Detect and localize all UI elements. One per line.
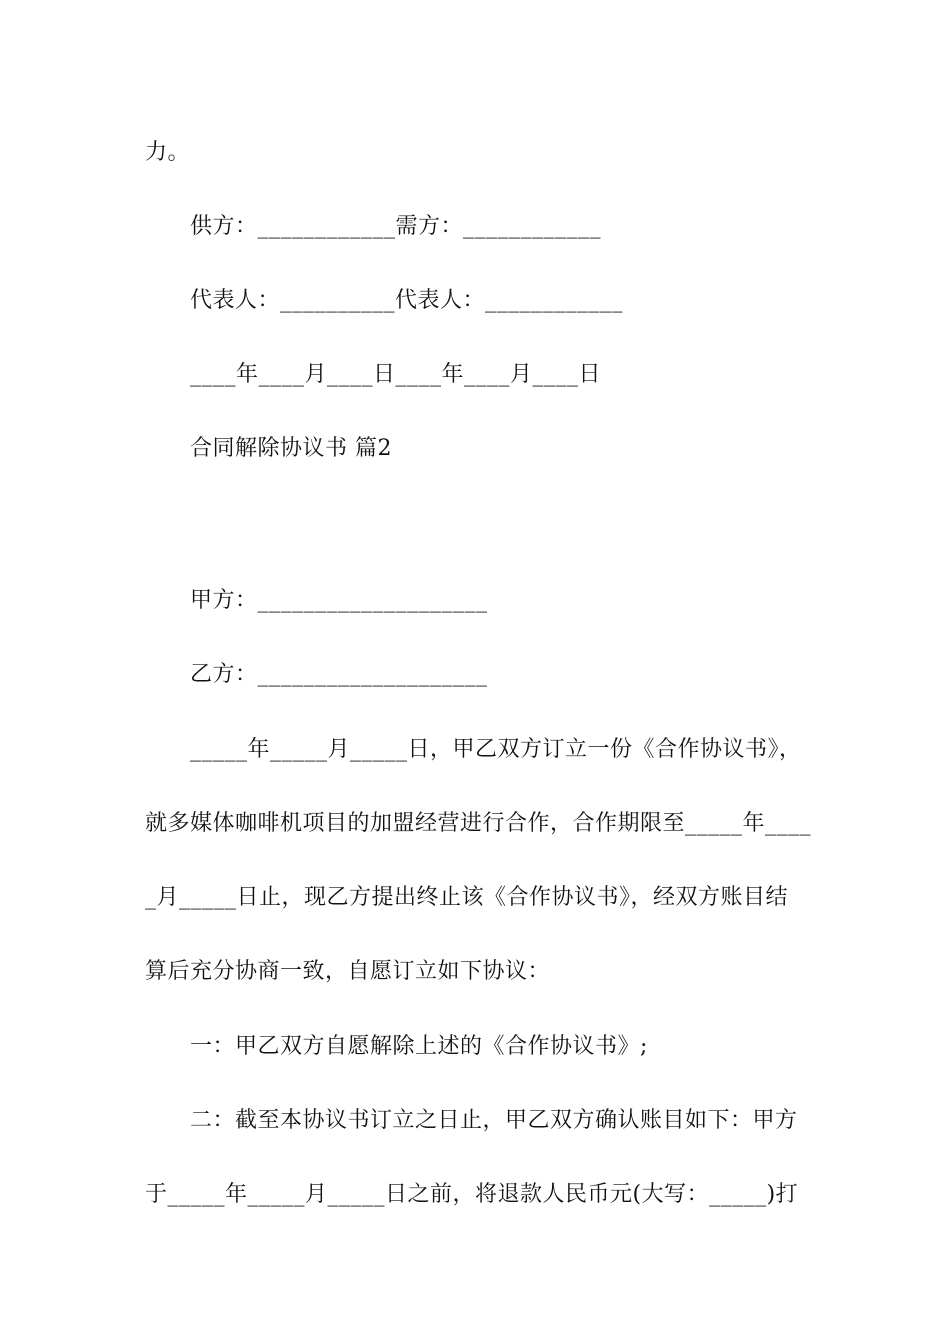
paragraph-line: 算后充分协商一致，自愿订立如下协议：	[145, 959, 551, 984]
clause-one: 一：甲乙双方自愿解除上述的《合作协议书》;	[190, 1034, 648, 1059]
paragraph-line: 于_____年_____月_____日之前，将退款人民币元(大写：_____)打	[145, 1182, 799, 1207]
date-line: ____年____月____日____年____月____日	[190, 362, 602, 387]
party-b-line: 乙方：____________________	[190, 662, 488, 687]
section-title: 合同解除协议书 篇2	[190, 436, 392, 461]
paragraph-line: _____年_____月_____日，甲乙双方订立一份《合作协议书》，	[190, 737, 802, 762]
clause-two: 二：截至本协议书订立之日止，甲乙双方确认账目如下：甲方	[190, 1108, 798, 1133]
party-a-line: 甲方：____________________	[190, 588, 488, 613]
text-line-continuation: 力。	[145, 140, 191, 165]
representatives-line: 代表人：__________代表人：____________	[190, 288, 624, 313]
paragraph-line: 就多媒体咖啡机项目的加盟经营进行合作，合作期限至_____年____	[145, 811, 812, 836]
paragraph-line: _月_____日止，现乙方提出终止该《合作协议书》，经双方账目结	[145, 885, 789, 910]
supplier-demander-line: 供方：____________需方：____________	[190, 214, 602, 239]
